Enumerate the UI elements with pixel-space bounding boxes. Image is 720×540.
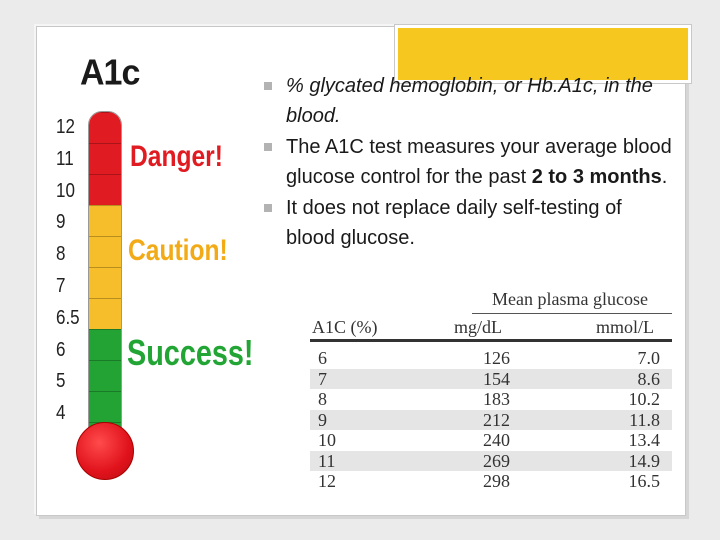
table-row — [310, 471, 672, 491]
caution-label: Caution! — [128, 234, 228, 267]
table-cell: 8 — [318, 389, 327, 409]
thermometer-segment — [89, 298, 121, 330]
table-cell: 126 — [483, 348, 510, 368]
bullet-item — [256, 194, 674, 253]
thermometer-tick-label: 8 — [56, 243, 66, 266]
thermometer-tick-label: 10 — [56, 179, 75, 202]
table-cell: 16.5 — [628, 471, 660, 491]
table-cell: 14.9 — [628, 450, 660, 471]
table-cell: 154 — [483, 368, 510, 389]
bullet-text: The A1C test measures your average blood glucose control for the past — [286, 136, 672, 188]
thermometer-segment — [89, 174, 121, 206]
bullet-marker-icon — [264, 204, 272, 212]
table-cell: 298 — [483, 471, 510, 491]
table-cell: 10 — [318, 430, 336, 450]
thermometer-tick-label: 4 — [56, 402, 66, 425]
table-header-a1c: A1C (%) — [312, 317, 378, 337]
thermometer-segment — [89, 205, 121, 237]
table-cell: 240 — [483, 430, 510, 450]
bullet-list — [256, 72, 674, 255]
table-cell: 8.6 — [637, 368, 660, 389]
table-row — [310, 369, 672, 389]
table-row — [310, 389, 672, 409]
table-row — [310, 451, 672, 471]
bullet-text: . — [661, 165, 668, 188]
thermometer-tick-label: 6.5 — [56, 306, 80, 329]
table-header-mgdl: mg/dL — [454, 317, 502, 337]
success-label: Success! — [127, 332, 254, 373]
table-cell: 9 — [318, 409, 327, 430]
thermometer-segment — [89, 236, 121, 268]
table-cell: 269 — [483, 450, 510, 471]
table-row — [310, 430, 672, 450]
thermometer-tick-label: 12 — [56, 116, 75, 138]
bullet-text: It does not replace daily self-testing of blood glucose. — [286, 197, 622, 249]
table-group-header: Mean plasma glucose — [492, 289, 648, 309]
table-cell: 11.8 — [629, 409, 660, 430]
bullet-item — [256, 72, 674, 131]
bullet-item — [256, 133, 674, 192]
bullet-text: % glycated hemoglobin, or Hb.A1c, in the blood. — [286, 75, 653, 127]
bullet-marker-icon — [264, 143, 272, 151]
thermometer-segment — [89, 112, 121, 144]
table-row — [310, 410, 672, 430]
thermometer-tick-label: 9 — [56, 211, 66, 234]
thermometer-tick-label: 11 — [56, 147, 74, 170]
thermometer-tick-label: 5 — [56, 370, 66, 393]
thermometer-tick-label: 7 — [56, 275, 66, 297]
thermometer-title: A1c — [80, 53, 140, 93]
table-cell: 11 — [318, 450, 336, 471]
table-header-divider — [310, 339, 672, 342]
table-cell: 13.4 — [628, 430, 660, 450]
thermometer-segment — [89, 329, 121, 361]
bullet-marker-icon — [264, 82, 272, 90]
thermometer-tick-label: 6 — [56, 338, 66, 361]
table-header-mmol: mmol/L — [596, 317, 654, 337]
thermometer-segment — [89, 143, 121, 175]
table-cell: 183 — [483, 389, 510, 409]
thermometer-tube — [88, 111, 122, 438]
thermometer-segment — [89, 391, 121, 423]
danger-label: Danger! — [130, 140, 223, 173]
table-group-divider — [472, 313, 672, 314]
table-cell: 212 — [483, 409, 510, 430]
table-cell: 7 — [318, 368, 327, 389]
table-row — [310, 348, 672, 368]
thermometer-bulb — [76, 422, 134, 480]
table-cell: 10.2 — [628, 389, 660, 409]
thermometer-segment — [89, 267, 121, 299]
thermometer-segment — [89, 360, 121, 392]
table-cell: 6 — [318, 348, 327, 368]
bullet-text-bold: 2 to 3 months — [531, 165, 662, 188]
table-cell: 7.0 — [637, 348, 660, 368]
table-cell: 12 — [318, 471, 336, 491]
